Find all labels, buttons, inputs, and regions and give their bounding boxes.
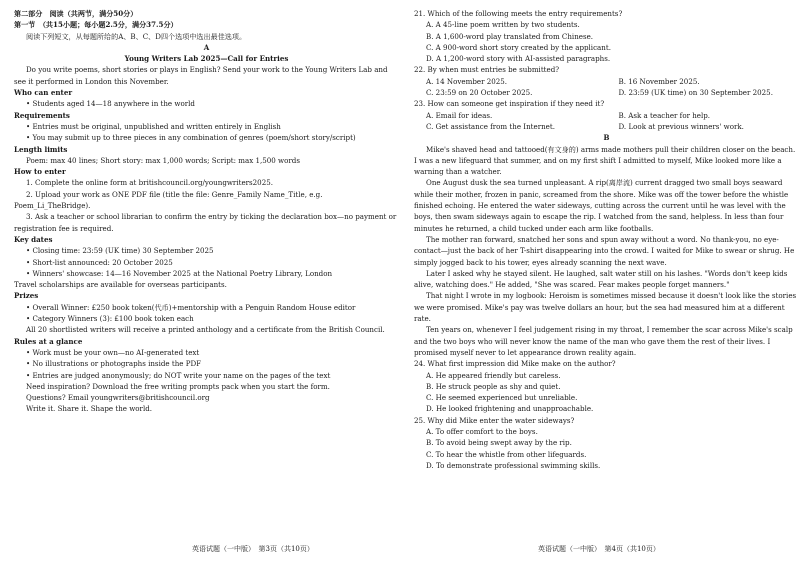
q22-option-b: B. 16 November 2025. xyxy=(618,76,700,86)
story-paragraph: One August dusk the sea turned unpleasant. A rip(离岸流) current dragged two small boys seaward while their mother, frozen in panic, screamed from the shore. Mike was off the tower before the whistle finished echoing. He entered the water sideways, cutting across the current until he was level with the boys, then swam sideways again to escape the rip. I watched from the sand, helpless. In less than four minutes he returned, a child tucked under each arm like footballs. xyxy=(414,178,789,233)
rules-heading: Rules at a glance xyxy=(14,336,83,346)
rule-item: • Entries are judged anonymously; do NOT write your name on the pages of the text xyxy=(26,370,331,380)
q21-option-b: B. A 1,600-word play translated from Chinese. xyxy=(426,31,594,41)
q22-option-d: D. 23:59 (UK time) on 30 September 2025. xyxy=(618,88,773,98)
instruction: 阅读下列短文，从每题所给的A、B、C、D四个选项中选出最佳选项。 xyxy=(26,31,247,41)
requirement-item: • Entries must be original, unpublished and written entirely in English xyxy=(26,121,281,131)
rule-item: • Work must be your own—no AI-generated text xyxy=(26,347,200,357)
section-heading: 第一节 （共15小题；每小题2.5分，满分37.5分） xyxy=(14,20,178,30)
q24-option-c: C. He seemed experienced but unreliable. xyxy=(426,393,578,403)
date-item: • Winners' showcase: 14—16 November 2025 at the National Poetry Library, London xyxy=(26,268,333,278)
story-paragraph: Mike's shaved head and tattooed(有文身的) arms made mothers pull their children closer on the beach. I was a new lifeguard that summer, and on my first shift I admitted to myself, Mike looked more like a warning than a watcher. xyxy=(414,144,796,177)
prize-item: • Overall Winner: £250 book token(代币)+mentorship with a Penguin Random House editor xyxy=(26,302,356,312)
q24-option-d: D. He looked frightening and unapproachable. xyxy=(426,404,594,414)
q21-option-a: A. A 45-line poem written by two students. xyxy=(426,20,580,30)
how-step: 3. Ask a teacher or school librarian to confirm the entry by ticking the declaration box—no payment or registration fee is required. xyxy=(14,212,397,233)
q23-option-b: B. Ask a teacher for help. xyxy=(618,110,711,120)
q21-option-c: C. A 900-word short story created by the applicant. xyxy=(426,42,611,52)
question-25-stem: 25. Why did Mike enter the water sideways? xyxy=(414,415,575,425)
requirements-heading: Requirements xyxy=(14,110,70,120)
q24-option-a: A. He appeared friendly but careless. xyxy=(426,370,561,380)
date-item: • Short-list announced: 20 October 2025 xyxy=(26,257,173,267)
q23-options-row xyxy=(414,121,799,132)
closing-line: Questions? Email youngwriters@britishcouncil.org xyxy=(26,393,210,403)
shortlist-text: All 20 shortlisted writers will receive a printed anthology and a certificate from the British Council. xyxy=(26,325,385,335)
prize-item: • Category Winners (3): £100 book token each xyxy=(26,314,194,324)
left-column xyxy=(14,8,399,415)
story-paragraph: Later I asked why he stayed silent. He laughed, salt water still on his lashes. "Words don't keep kids alive, watching does." He added, "She was scared. Fear makes people forget manners." xyxy=(414,268,788,290)
prizes-heading: Prizes xyxy=(14,291,39,301)
q23-option-a: A. Email for ideas. xyxy=(426,110,493,120)
q25-option-d: D. To demonstrate professional swimming skills. xyxy=(426,460,601,470)
passage-title: Young Writers Lab 2025—Call for Entries xyxy=(124,54,289,64)
q23-option-d: D. Look at previous winners' work. xyxy=(618,121,744,131)
travel-text: Travel scholarships are available for overseas participants. xyxy=(14,280,227,290)
page-footer-right: 英语试题（一中版） 第4页（共10页） xyxy=(538,545,660,553)
passage-letter-b: B xyxy=(603,133,610,143)
who-item: • Students aged 14—18 anywhere in the world xyxy=(26,99,195,109)
question-24-stem: 24. What first impression did Mike make on the author? xyxy=(414,359,616,369)
q22-options-row xyxy=(414,87,799,98)
question-21-stem: 21. Which of the following meets the entry requirements? xyxy=(414,9,623,18)
who-heading: Who can enter xyxy=(14,88,73,98)
q23-options-row xyxy=(414,110,799,121)
story-paragraph: Ten years on, whenever I feel judgement rising in my throat, I remember the scar across Mike's scalp and the two boys who will never know the name of the man who gave them the rest of their lives. I promised myself never to let appearance drown reality again. xyxy=(414,325,793,357)
question-22-stem: 22. By when must entries be submitted? xyxy=(414,65,560,75)
length-heading: Length limits xyxy=(14,144,68,154)
requirement-item: • You may submit up to three pieces in any combination of genres (poem/short story/script) xyxy=(26,133,356,143)
length-text: Poem: max 40 lines; Short story: max 1,000 words; Script: max 1,500 words xyxy=(26,155,300,165)
how-step: 1. Complete the online form at britishcouncil.org/youngwriters2025. xyxy=(26,178,273,188)
date-item: • Closing time: 23:59 (UK time) 30 September 2025 xyxy=(26,246,214,256)
q23-option-c: C. Get assistance from the Internet. xyxy=(426,121,555,131)
closing-line: Write it. Share it. Shape the world. xyxy=(26,404,153,414)
q21-option-d: D. A 1,200-word story with AI-assisted paragraphs. xyxy=(426,54,611,64)
page-footer-left: 英语试题（一中版） 第3页（共10页） xyxy=(192,545,314,553)
part-heading: 第二部分 阅读（共两节，满分50分） xyxy=(14,9,138,18)
story-paragraph: That night I wrote in my logbook: Heroism is sometimes missed because it doesn't look like the stories we were promised. Mike's pay was twelve dollars an hour, but the sea had measured him at a different rate. xyxy=(414,291,797,324)
q25-option-a: A. To offer comfort to the boys. xyxy=(426,426,538,436)
how-heading: How to enter xyxy=(14,167,66,177)
passage-letter-a: A xyxy=(203,42,210,52)
how-step: 2. Upload your work as ONE PDF file (title the file: Genre_Family Name_Title, e.g. Poem_Li_TheBridge). xyxy=(14,189,323,211)
question-23-stem: 23. How can someone get inspiration if they need it? xyxy=(414,99,605,109)
closing-line: Need inspiration? Download the free writing prompts pack when you start the form. xyxy=(26,381,330,391)
q25-option-c: C. To hear the whistle from other lifeguards. xyxy=(426,449,587,459)
intro-paragraph: Do you write poems, short stories or plays in English? Send your work to the Young Writers Lab and see it performed in London this November. xyxy=(14,65,388,86)
q22-option-a: A. 14 November 2025. xyxy=(426,76,508,86)
dates-heading: Key dates xyxy=(14,234,53,244)
q24-option-b: B. He struck people as shy and quiet. xyxy=(426,381,561,391)
rule-item: • No illustrations or photographs inside the PDF xyxy=(26,359,202,369)
q22-option-c: C. 23:59 on 20 October 2025. xyxy=(426,88,533,98)
right-column xyxy=(414,8,799,471)
q25-option-b: B. To avoid being swept away by the rip. xyxy=(426,438,572,448)
story-paragraph: The mother ran forward, snatched her sons and spun away without a word. No thank-you, no eye-contact—just the back of her T-shirt disappearing into the crowd. I waited for Mike to swear or shrug. He simply jogged back to his tower, eyes already scanning the next wave. xyxy=(414,234,795,267)
q22-options-row xyxy=(414,76,799,87)
